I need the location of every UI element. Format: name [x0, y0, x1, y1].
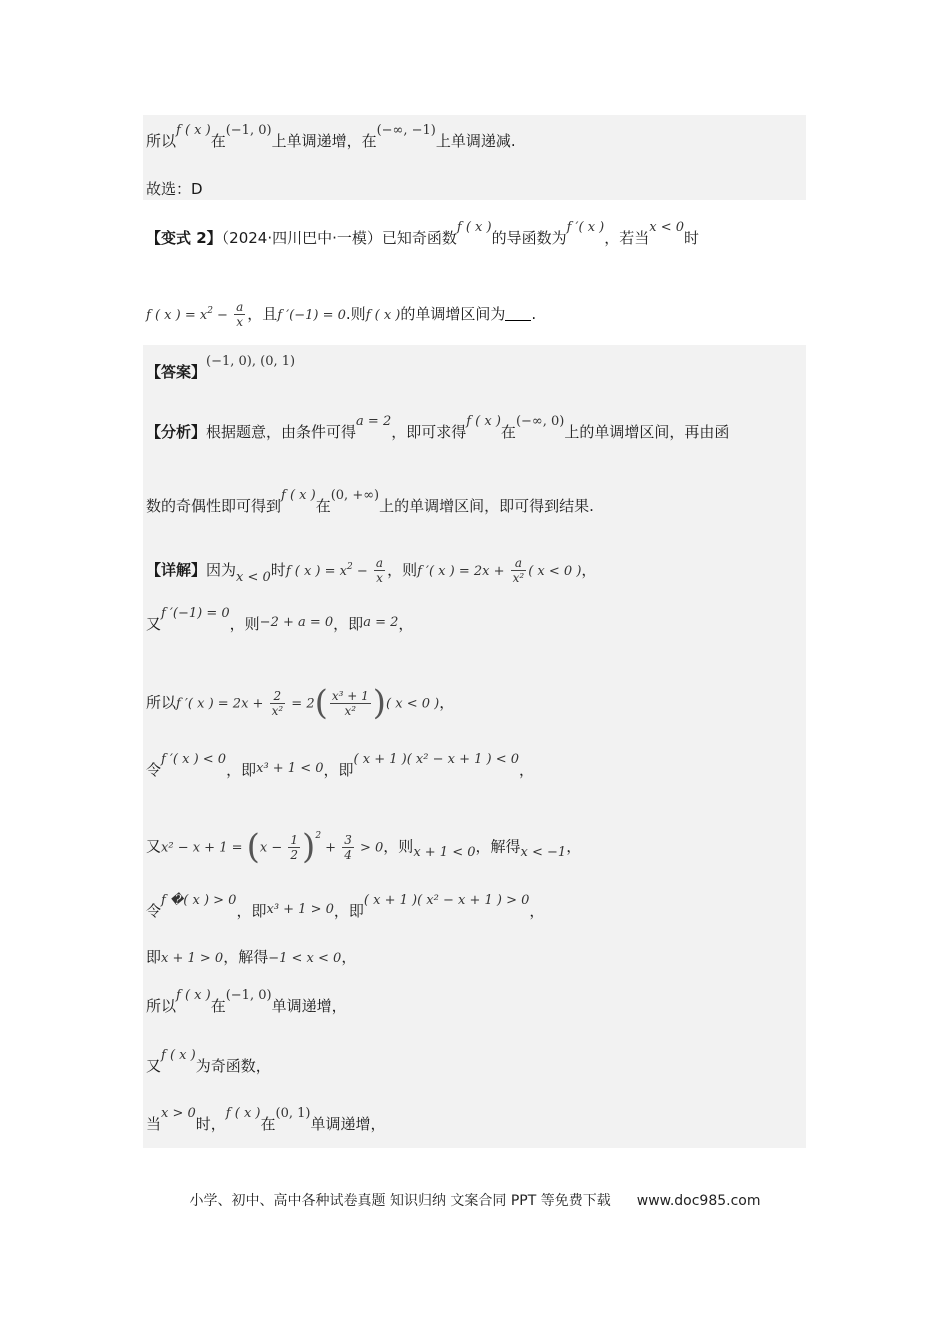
- big-paren-open: (: [246, 827, 260, 867]
- text: ，且: [247, 305, 278, 323]
- answer-tag: 【答案】: [146, 363, 207, 381]
- detail-line-10: [146, 1106, 806, 1136]
- text: 时: [684, 229, 700, 247]
- detail-line-7: [146, 947, 806, 969]
- question-line-2: [146, 300, 806, 329]
- math: ( x < 0 ): [528, 564, 582, 579]
- text: 当: [146, 1115, 162, 1133]
- answer-line: [146, 354, 806, 384]
- text: ，即: [333, 902, 364, 920]
- math: f ( x ): [281, 488, 316, 503]
- detail-line-1: [146, 556, 806, 585]
- text: ，: [439, 693, 455, 712]
- math: > 0: [355, 840, 384, 856]
- math: a = 2: [356, 414, 392, 429]
- analysis-line-1: [146, 414, 806, 444]
- math: x³ + 1 < 0: [256, 761, 324, 776]
- numerator: 1: [290, 832, 299, 847]
- math: ( x < 0 ): [386, 696, 440, 712]
- math: f ( x ): [466, 414, 501, 429]
- math: (−∞, 0): [515, 414, 565, 429]
- math: ( x + 1 )( x² − x + 1 ) < 0: [353, 752, 519, 767]
- numerator: 3: [344, 832, 352, 847]
- math: f �( x ) > 0: [161, 893, 237, 908]
- answer-blank: [505, 306, 531, 321]
- big-paren-close: ): [302, 827, 316, 867]
- math: x < 0: [649, 220, 685, 235]
- math: f ′( x ) < 0: [161, 752, 227, 767]
- math: (−1, 0), (0, 1): [206, 354, 296, 369]
- text: （2024·四川巴中·一模）已知奇函数: [221, 229, 457, 247]
- numerator: x³ + 1: [331, 688, 369, 703]
- text: 在: [210, 997, 226, 1015]
- text: ，即可求得: [391, 423, 467, 441]
- math: f ( x ): [365, 308, 401, 323]
- text: ，: [581, 561, 597, 579]
- text: 上的单调增区间，再由函: [564, 423, 730, 441]
- text: 单调递增，: [271, 997, 347, 1015]
- math: = 2: [287, 696, 315, 712]
- detail-line-5: [146, 827, 806, 867]
- text: 根据题意，由条件可得: [206, 423, 357, 441]
- text: ，即: [333, 615, 364, 633]
- text: ，: [566, 837, 582, 856]
- math: f ′(−1) = 0: [161, 606, 230, 621]
- text: ，即: [226, 761, 257, 779]
- math: a = 2: [363, 615, 399, 630]
- text: ，则: [229, 615, 260, 633]
- footer-text: 小学、初中、高中各种试卷真题 知识归纳 文案合同 PPT 等免费下载: [189, 1193, 611, 1209]
- math: x −: [259, 840, 287, 856]
- math: (−1, 0): [225, 988, 272, 1003]
- math: f ( x ): [176, 123, 211, 138]
- text: ，则: [387, 561, 418, 579]
- math: (0, 1): [275, 1106, 311, 1121]
- denominator: x: [374, 570, 385, 585]
- text: 的导函数为: [491, 229, 567, 247]
- math: x < −1: [520, 844, 567, 860]
- big-paren-close: ): [372, 683, 387, 723]
- numerator: a: [236, 300, 244, 314]
- text: 所以: [146, 997, 177, 1015]
- denominator: 4: [344, 847, 352, 862]
- big-paren-open: (: [314, 683, 328, 723]
- math: 2: [347, 562, 353, 572]
- text: 故选：D: [146, 180, 203, 198]
- text: 在: [210, 132, 226, 150]
- text: ，即: [236, 902, 267, 920]
- math: x < 0: [236, 570, 271, 585]
- prev-conclusion-line: [146, 123, 806, 153]
- text: 所以: [146, 132, 177, 150]
- detail-tag: 【详解】: [146, 561, 207, 579]
- math: −: [352, 564, 372, 579]
- text: 又: [146, 615, 162, 633]
- math: +: [321, 840, 341, 856]
- text: 为奇函数，: [195, 1057, 271, 1075]
- text: 又: [146, 1057, 162, 1075]
- analysis-line-2: [146, 488, 806, 518]
- math: −: [212, 308, 233, 323]
- detail-line-8: [146, 988, 806, 1018]
- text: ，解得: [475, 837, 521, 856]
- text: 时: [270, 561, 286, 579]
- text: 又: [146, 837, 162, 856]
- detail-line-4: [146, 752, 806, 782]
- page-footer: [0, 1190, 950, 1210]
- detail-line-6: [146, 893, 806, 923]
- math: (−∞, −1): [376, 123, 436, 138]
- text: 时，: [195, 1115, 226, 1133]
- text: 即: [146, 948, 162, 966]
- fraction: [511, 556, 527, 585]
- text: 令: [146, 902, 162, 920]
- text: ，即: [323, 761, 354, 779]
- math: −1 < x < 0: [268, 951, 342, 966]
- denominator: x²: [330, 703, 371, 718]
- math: f ′( x ) = 2x +: [417, 564, 509, 579]
- numerator: a: [375, 556, 384, 570]
- math: x + 1 < 0: [413, 844, 476, 860]
- denominator: x²: [271, 703, 284, 718]
- fraction: [330, 689, 371, 718]
- text: ，: [529, 902, 545, 920]
- fraction: [234, 300, 245, 329]
- text: 上的单调增区间，即可得到结果.: [379, 497, 594, 515]
- text: 上单调递减.: [435, 132, 516, 150]
- fraction: [342, 833, 354, 862]
- math: f ′( x ): [566, 220, 605, 235]
- question-tag: 【变式 2】: [146, 229, 222, 247]
- math: (0, +∞): [330, 488, 380, 503]
- math: f ( x ) = x: [146, 308, 208, 323]
- solution-shade: [143, 345, 806, 1148]
- math: f ′(−1) = 0: [277, 308, 346, 323]
- text: 上单调递增，在: [271, 132, 377, 150]
- math: x² − x + 1 =: [161, 840, 247, 856]
- denominator: 2: [290, 847, 299, 862]
- math: f ( x ) = x: [285, 564, 347, 579]
- numerator: 2: [273, 688, 282, 703]
- text: 单调递增，: [310, 1115, 386, 1133]
- fraction: [288, 833, 300, 862]
- text: .: [531, 305, 537, 323]
- prev-answer-line: [146, 179, 806, 199]
- math: f ( x ): [225, 1106, 261, 1121]
- detail-line-3: [146, 683, 806, 723]
- text: 在: [315, 497, 331, 515]
- text: ，: [519, 761, 535, 779]
- math: f ( x ): [456, 220, 492, 235]
- numerator: a: [514, 556, 522, 570]
- text: 因为: [206, 561, 237, 579]
- text: ，: [341, 948, 357, 966]
- math: −2 + a = 0: [259, 615, 334, 630]
- text: ，: [398, 615, 414, 633]
- math: x > 0: [161, 1106, 196, 1121]
- text: ，解得: [223, 948, 269, 966]
- math: x + 1 > 0: [161, 951, 224, 966]
- math: f ( x ): [176, 988, 211, 1003]
- text: .则: [345, 305, 366, 323]
- math: x³ + 1 > 0: [266, 902, 334, 917]
- text: ，则: [383, 837, 414, 856]
- math: (−1, 0): [225, 123, 272, 138]
- detail-line-9: [146, 1048, 806, 1078]
- denominator: x²: [512, 571, 525, 585]
- question-line-1: [146, 220, 806, 250]
- fraction: [270, 689, 286, 718]
- analysis-tag: 【分析】: [146, 423, 207, 441]
- math: 2: [315, 830, 322, 841]
- text: 在: [500, 423, 516, 441]
- footer-link[interactable]: www.doc985.com: [636, 1193, 761, 1209]
- text: 在: [260, 1115, 276, 1133]
- detail-line-2: [146, 606, 806, 636]
- denominator: x: [234, 314, 245, 329]
- text: 的单调增区间为: [400, 305, 506, 323]
- text: ，若当: [604, 229, 650, 247]
- math: f ( x ): [161, 1048, 196, 1063]
- text: 令: [146, 761, 162, 779]
- text: 所以: [146, 693, 177, 712]
- math: 2: [207, 306, 213, 316]
- math: f ′( x ) = 2x +: [176, 696, 268, 712]
- fraction: [374, 556, 385, 585]
- text: 数的奇偶性即可得到: [146, 497, 282, 515]
- math: ( x + 1 )( x² − x + 1 ) > 0: [363, 893, 530, 908]
